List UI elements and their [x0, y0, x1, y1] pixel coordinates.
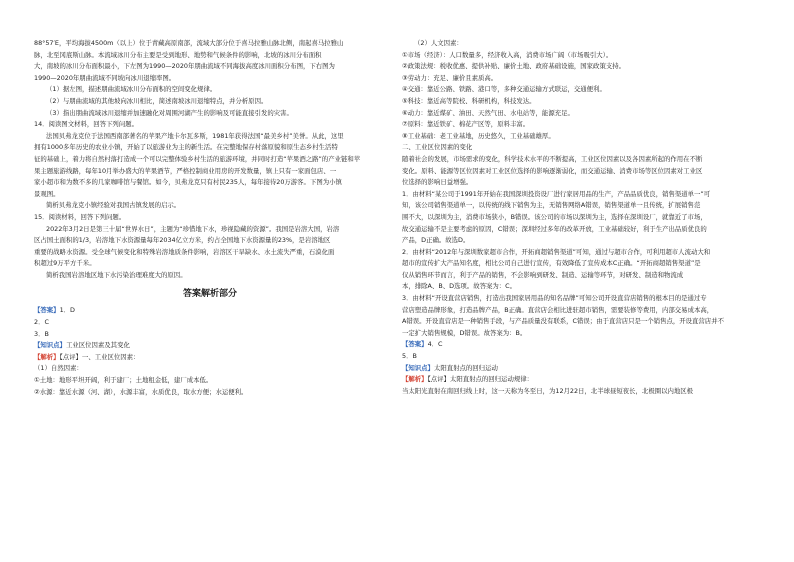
text-line: 产品，D正确。故选D。: [402, 236, 470, 245]
text-line: 景观图。: [34, 189, 60, 198]
left-answer-block: [34, 305, 386, 398]
answer-text: 4．C: [427, 340, 443, 349]
text-line: 知，该公司销售渠道单一，以传统的线下销售为主，无销售网络A错误，销售渠道单一且传统，扩展销售范: [402, 201, 701, 210]
text-line: ④交通：靠近公路、铁路、港口等，多种交通运输方式联运，交通便利。: [402, 85, 606, 94]
answer-text: 太阳直射点的回归运动: [433, 363, 498, 372]
answer-tag: 【知识点】: [402, 363, 434, 372]
answer-text: 【点评】太阳直射点的回归运动规律：: [427, 375, 534, 384]
text-line: 超市的宣传扩大产品知名度，相比公司自己进行宣传，有效降低了宣传成本C正确。“开拓商超销售渠道”是: [402, 259, 701, 268]
text-line: 围不大，以深圳为主，消费市场狭小，B错误。该公司的市场以深圳为主，选择在深圳设厂，就靠近了市场，: [402, 212, 707, 221]
text-line: （2）人文因素：: [414, 39, 463, 47]
answer-tag: 【解析】: [402, 375, 428, 384]
answer-line: [34, 352, 386, 364]
answer-line: [402, 374, 754, 386]
right-column: [402, 38, 754, 397]
text-line: ⑦原料：靠近铁矿、棉花产区等，原料丰富。: [402, 120, 530, 129]
answer-text: ②水源：靠近水源（河、湖），水源丰富，水质优良，取水方便；水运便利。: [34, 387, 248, 396]
answer-line: [402, 363, 754, 375]
answer-line: [402, 351, 754, 363]
right-explanation-text: [402, 38, 754, 339]
left-column: [34, 38, 386, 398]
text-line: 一定扩大销售规模，D错误。故答案为：B。: [402, 328, 527, 337]
text-line: 本，排除A、B、D选项。故答案为：C。: [402, 282, 516, 291]
right-answer-block: [402, 339, 754, 397]
answer-text: 当太阳光直射在南回归线上时，这一天称为冬至日，为12月22日，北半球昼短夜长，北极圈以内地区极: [402, 386, 694, 395]
text-line: 2022年3月2日是第三十届“世界水日”，主题为“珍惜地下水，珍视隐藏的资源”。我国是岩溶大国，岩溶: [46, 224, 340, 233]
text-line: ⑤科技：靠近高等院校、科研机构，科技发达。: [402, 96, 536, 105]
answer-line: [34, 363, 386, 375]
text-line: 故交通运输不是主要考虑的原因，C错误；深圳经过多年的改革开放，工业基础较好，利于生产出品质优良的: [402, 224, 707, 233]
text-line: 大，南坡的冰川分布面积最小，下左图为1990—2020年朋曲流域不同海拔高度冰川面积分布图，下右图为: [34, 62, 335, 71]
text-line: 征的基础上，着力将自然村落打造成一个可以完整体验乡村生活的旅游环境，并同时打造“苹果酒之路”的产业链和苹: [34, 154, 361, 163]
answer-tag: 【答案】: [34, 306, 60, 315]
text-line: 1．由材料“某公司于1991年开始在我国深圳投资设厂进行家居用品的生产，产品品质优良，销售渠道单一”可: [402, 189, 711, 198]
text-line: 脉，北至冈底斯山脉。本流域冰川分布主要是受到地形、地势和气候条件的影响，北坡的冰川分布面积: [34, 50, 322, 59]
text-line: 法国贝弗龙克位于法国西南部著名的苹果产地卡尔瓦多斯，1981年获得法国“最美乡村”美誉。从此，这里: [46, 131, 344, 140]
answer-line: [34, 387, 386, 399]
text-line: 果主题旅游线路，每年10月举办盛大的苹果酒节，严格控制商业用房的开发数量，镇上只有一家面包店、一: [34, 166, 337, 175]
answer-line: [402, 339, 754, 351]
answer-line: [34, 317, 386, 329]
text-line: ③劳动力：充足、廉价且素质高。: [402, 73, 498, 82]
text-line: 重要的战略水资源。受全球气候变化和特殊岩溶地质条件影响，岩溶区干旱缺水、水土流失严重，石漠化面: [34, 247, 335, 256]
text-line: （1）据左图，描述朋曲流域冰川分布面积的空间变化规律。: [46, 85, 217, 94]
answer-text: 2．C: [34, 318, 49, 327]
text-line: 88°57′E，平均海拔4500m（以上）位于青藏高原南部，流域大部分位于喜马拉雅山脉北侧，南起喜马拉雅山: [34, 39, 344, 47]
text-line: A错误。开设直营店是一种销售手段，与产品质量没有联系，C错误；由于直营店只是一个销售点，开设直营店并不: [402, 317, 724, 326]
answer-section-title: 答案解析部分: [182, 289, 237, 300]
text-line: 营店塑造品牌形象，打造品牌产品，B正确。直营店会相比进驻超市销售，需要装修等费用，内部交易成本高，: [402, 305, 714, 314]
text-line: 15．阅读材料，回答下列问题。: [34, 212, 126, 221]
answer-line: [34, 340, 386, 352]
text-line: 区占国土面积的1/3，岩溶地下水资源量每年2034亿立方米，约占全国地下水资源量的23%，是岩溶地区: [34, 236, 331, 245]
text-line: 家小超市和为数不多的几家咖啡馆与餐馆。如今，贝弗龙克只有村民235人，每年接待20万游客。下图为小镇: [34, 178, 342, 187]
text-line: 随着社会的发展，市场需求的变化，科学技术水平的不断提高，工业区位因素以及各因素所起的作用在不断: [402, 154, 703, 163]
answer-text: 3．B: [34, 329, 49, 338]
text-line: 拥有1000多年历史的农业小镇，开始了以旅游业为主的新生活。在完整地保存村落原貌和原生态乡村生活特: [34, 143, 338, 152]
text-line: ②政策法规：税收优惠、提供补贴、廉价土地、政府基础设施，国家政策支持。: [402, 62, 626, 71]
text-line: 二、工业区位因素的变化: [402, 143, 473, 152]
text-line: 1990—2020年朋曲流域不同坡向冰川退缩率图。: [34, 73, 176, 82]
answer-tag: 【解析】: [34, 352, 60, 361]
text-line: （2）与朋曲流域的其他坡向冰川相比，简述南坡冰川退缩特点，并分析原因。: [46, 96, 268, 105]
answer-text: 【点评】一、工业区位因素：: [59, 352, 140, 361]
answer-text: ①土地：地形平坦开阔，利于建厂；土地租金低，建厂成本低。: [34, 376, 213, 385]
text-line: ⑥动力：靠近煤矿、油田、天然气田、水电站等，能源充足。: [402, 108, 574, 117]
answer-text: （1）自然因素：: [34, 364, 83, 373]
answer-text: 工业区位因素及其变化: [65, 341, 130, 350]
answer-tag: 【知识点】: [34, 341, 66, 350]
text-line: 积超过9万平方千米。: [34, 259, 96, 268]
text-line: （3）指出朋曲流域冰川退缩并加速融化对周围河湖产生的影响及可能直接引发的灾害。: [46, 108, 293, 117]
answer-line: [34, 305, 386, 317]
text-line: 简析我国岩溶地区地下水污染治理难度大的原因。: [46, 270, 187, 279]
text-line: 14．阅读图文材料，回答下列问题。: [34, 120, 138, 129]
answer-line: [34, 375, 386, 387]
text-line: 3．由材料“开设直营店销售，打造出我国家居用品的知名品牌”可知公司开设直营店销售的根本目的是通过专: [402, 294, 707, 303]
text-line: 变化。原料、能源等区位因素对工业区位选择的影响逐渐弱化，而交通运输、消费市场等区位因素对工业区: [402, 166, 703, 175]
text-line: ①市场（经济）：人口数量多，经济收入高，消费市场广阔（市场吸引大）。: [402, 50, 613, 59]
answer-line: [402, 386, 754, 398]
text-line: 2．由材料“2012年与深圳数家超市合作，开拓商超销售渠道”可知，通过与超市合作，可利用超市人流动大和: [402, 247, 711, 256]
answer-text: 5．B: [402, 352, 417, 361]
left-question-text: [34, 38, 386, 281]
text-line: 简析贝弗龙克小镇经验对我国古镇发展的启示。: [46, 201, 181, 210]
answer-line: [34, 329, 386, 341]
text-line: 位选择的影响日益增强。: [402, 178, 473, 187]
answer-tag: 【答案】: [402, 340, 428, 349]
answer-text: 1．D: [59, 306, 75, 315]
text-line: ⑧工业基础：老工业基地，历史悠久，工业基础雄厚。: [402, 131, 555, 140]
text-line: 仅从销售环节而言，利于产品的销售，不会影响到研发、制造、运输等环节，对研发、制造和物流成: [402, 270, 684, 279]
